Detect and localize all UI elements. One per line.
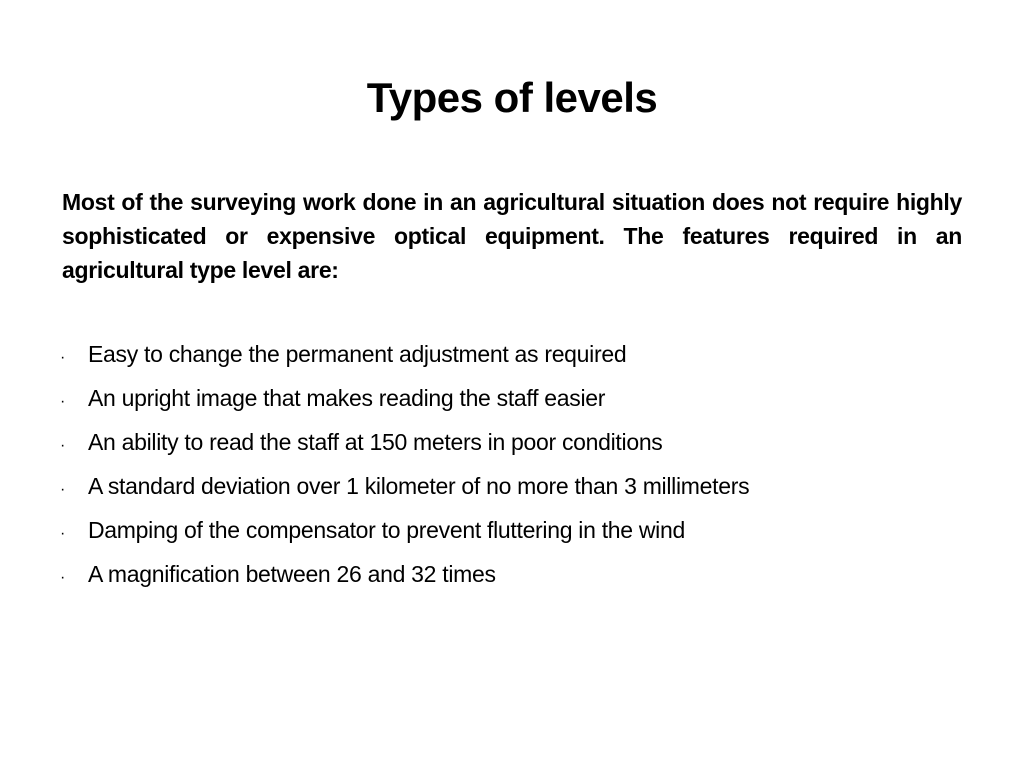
bullet-icon: · xyxy=(60,481,66,498)
bullet-icon: · xyxy=(60,437,66,454)
list-item xyxy=(56,510,956,554)
intro-paragraph: Most of the surveying work done in an agricultural situation does not require highly sophisticated or expensive optical equipment. The features required in an agricultural type level are: xyxy=(62,189,962,283)
bullet-icon: · xyxy=(60,393,66,410)
feature-list xyxy=(56,334,956,598)
list-item xyxy=(56,554,956,598)
feature-text: A standard deviation over 1 kilometer of no more than 3 millimeters xyxy=(88,473,750,499)
feature-text: A magnification between 26 and 32 times xyxy=(88,561,496,587)
bullet-icon: · xyxy=(60,569,66,586)
list-item xyxy=(56,378,956,422)
feature-text: Damping of the compensator to prevent fluttering in the wind xyxy=(88,517,685,543)
bullet-icon: · xyxy=(60,349,66,366)
slide-title: Types of levels xyxy=(366,74,658,121)
bullet-icon: · xyxy=(60,525,66,542)
feature-text: Easy to change the permanent adjustment as required xyxy=(88,341,627,367)
feature-text: An ability to read the staff at 150 meters in poor conditions xyxy=(88,429,663,455)
list-item xyxy=(56,422,956,466)
list-item xyxy=(56,334,956,378)
list-item xyxy=(56,466,956,510)
feature-text: An upright image that makes reading the staff easier xyxy=(88,385,606,411)
